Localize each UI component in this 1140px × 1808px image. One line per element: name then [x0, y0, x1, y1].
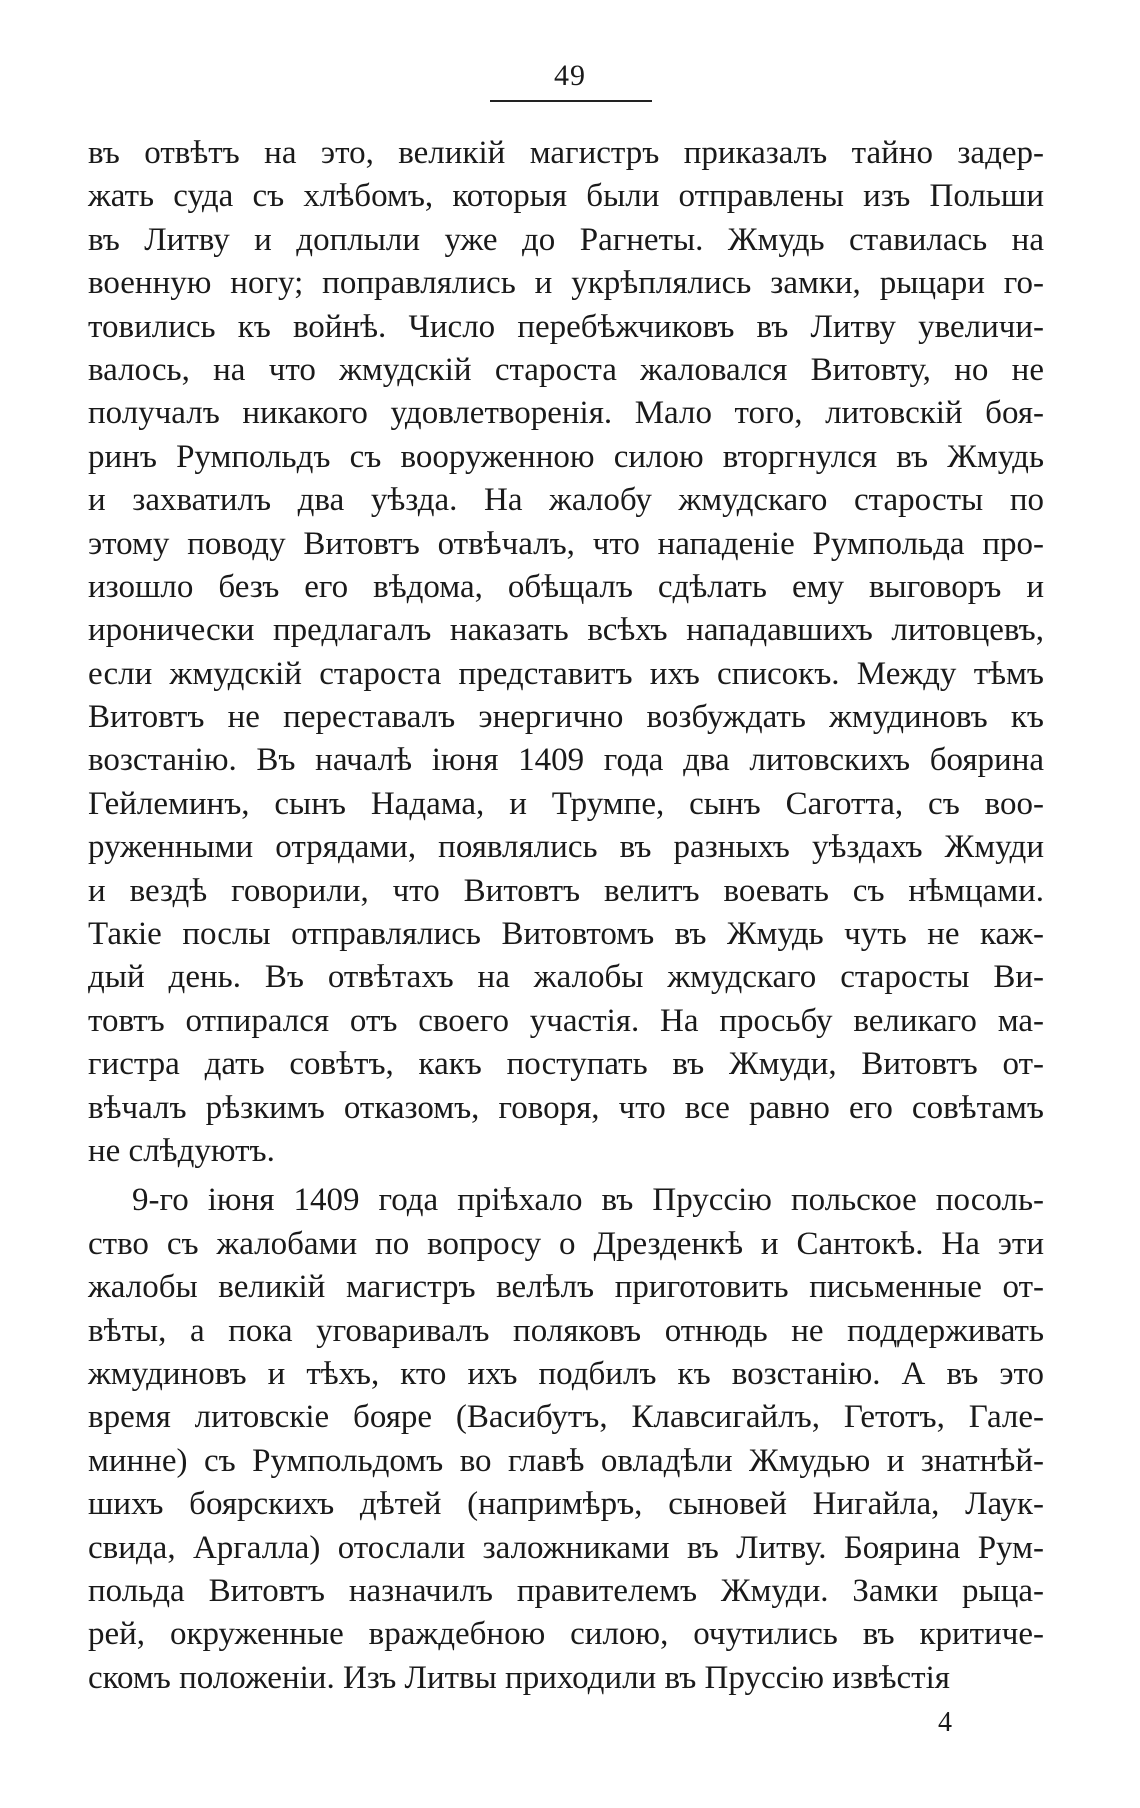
text-line: руженными отрядами, появлялись въ разныхъ уѣздахъ Жмуди [88, 829, 1044, 866]
text-line: вѣты, а пока уговаривалъ поляковъ отнюдь не поддерживать [88, 1312, 1044, 1349]
text-line: 9-го іюня 1409 года пріѣхало въ Пруссію польское посоль- [132, 1182, 1044, 1219]
text-line: и вездѣ говорили, что Витовтъ велитъ воевать съ нѣмцами. [88, 872, 1044, 909]
text-line: товились къ войнѣ. Число перебѣжчиковъ въ Литву увеличи- [88, 308, 1044, 345]
text-line: получалъ никакого удовлетворенія. Мало того, литовскій боя- [88, 395, 1044, 432]
paragraph [88, 132, 1044, 1173]
text-line: гистра дать совѣтъ, какъ поступать въ Жмуди, Витовтъ от- [88, 1046, 1044, 1083]
printer-signature-mark: 4 [938, 1707, 952, 1738]
text-line: скомъ положеніи. Изъ Литвы приходили въ Пруссію извѣстія [88, 1659, 950, 1696]
text-line: рей, окруженные враждебною силою, очутились въ критиче- [88, 1616, 1044, 1653]
text-line: военную ногу; поправлялись и укрѣплялись замки, рыцари го- [88, 265, 1044, 302]
text-line: дый день. Въ отвѣтахъ на жалобы жмудскаго старосты Ви- [88, 959, 1044, 996]
text-line: иронически предлагалъ наказать всѣхъ нападавшихъ литовцевъ, [88, 612, 1044, 649]
text-line: свида, Аргалла) отослали заложниками въ Литву. Боярина Рум- [88, 1529, 1044, 1566]
header-rule [490, 100, 652, 102]
text-line: жалобы великій магистръ велѣлъ приготовить письменные от- [88, 1269, 1044, 1306]
text-line: товтъ отпирался отъ своего участія. На просьбу великаго ма- [88, 1002, 1044, 1039]
text-line: не слѣдуютъ. [88, 1132, 275, 1169]
text-line: ство съ жалобами по вопросу о Дрезденкѣ и Сантокѣ. На эти [88, 1225, 1044, 1262]
text-line: Гейлеминъ, сынъ Надама, и Трумпе, сынъ Саготта, съ воо- [88, 785, 1044, 822]
text-line: польда Витовтъ назначилъ правителемъ Жмуди. Замки рыца- [88, 1572, 1044, 1609]
text-line: въ Литву и доплыли уже до Рагнеты. Жмудь ставилась на [88, 221, 1044, 258]
text-line: въ отвѣтъ на это, великій магистръ приказалъ тайно задер- [88, 135, 1044, 171]
paragraph [88, 1179, 1044, 1700]
text-line: Витовтъ не переставалъ энергично возбуждать жмудиновъ къ [88, 699, 1044, 736]
text-line: возстанію. Въ началѣ іюня 1409 года два литовскихъ боярина [88, 742, 1044, 779]
text-line: этому поводу Витовтъ отвѣчалъ, что нападеніе Румпольда про- [88, 525, 1044, 562]
text-line: Такіе послы отправлялись Витовтомъ въ Жмудь чуть не каж- [88, 916, 1044, 953]
text-line: валось, на что жмудскій староста жаловался Витовту, но не [88, 351, 1044, 388]
text-line: шихъ боярскихъ дѣтей (напримѣръ, сыновей Нигайла, Лаук- [88, 1486, 1044, 1523]
text-line: ринъ Румпольдъ съ вооруженною силою вторгнулся въ Жмудь [88, 438, 1044, 475]
text-line: изошло безъ его вѣдома, обѣщалъ сдѣлать ему выговоръ и [88, 568, 1044, 605]
text-line: жмудиновъ и тѣхъ, кто ихъ подбилъ къ возстанію. А въ это [88, 1355, 1044, 1392]
page-number: 49 [554, 59, 586, 92]
text-line: время литовскіе бояре (Васибутъ, Клавсигайлъ, Гетотъ, Гале- [88, 1399, 1044, 1436]
text-line: вѣчалъ рѣзкимъ отказомъ, говоря, что все равно его совѣтамъ [88, 1089, 1044, 1126]
text-line: и захватилъ два уѣзда. На жалобу жмудскаго старосты по [88, 482, 1044, 519]
text-line: минне) съ Румпольдомъ во главѣ овладѣли Жмудью и знатнѣй- [88, 1442, 1044, 1479]
body-text [88, 132, 1044, 1700]
text-line: если жмудскій староста представитъ ихъ списокъ. Между тѣмъ [88, 655, 1044, 692]
text-line: жать суда съ хлѣбомъ, которыя были отправлены изъ Польши [88, 178, 1044, 215]
